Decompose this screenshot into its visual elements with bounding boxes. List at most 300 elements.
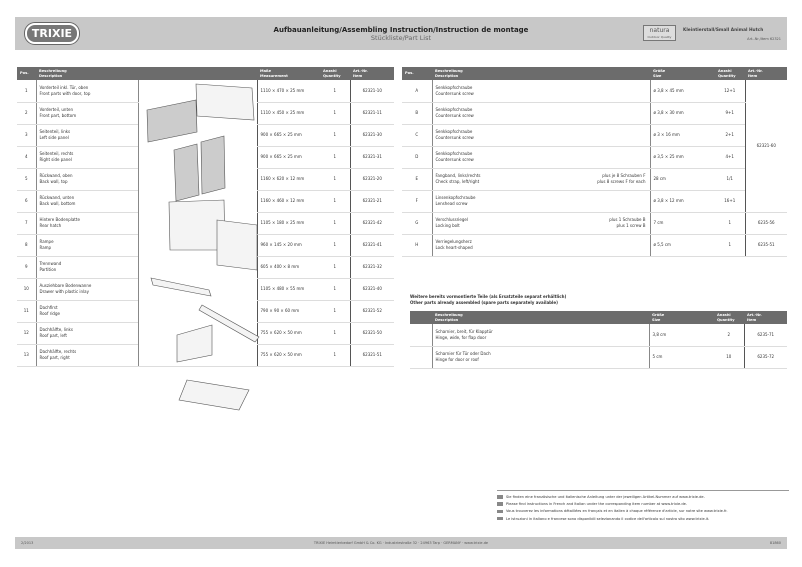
measurement-cell [257,278,320,300]
description-en: Countersunk screw [435,157,474,162]
left-parts-table [17,67,394,367]
description-cell [432,212,526,234]
quantity-cell [320,344,350,366]
size-cell [650,212,715,234]
pos-cell [402,102,432,124]
note-it [497,516,789,523]
item-cell-text: 62321-21 [362,198,382,203]
measurement-cell [257,102,320,124]
pos-cell [17,322,36,344]
item-cell [350,278,394,300]
size-cell [650,168,715,190]
assembled-heading-de: Weitere bereits vormontierte Teile (als Ersatzteile separat erhältlich) [410,294,567,299]
quantity-cell [320,234,350,256]
item-cell-text: 62321-42 [362,220,382,225]
pos-cell [17,234,36,256]
flag-gb-icon [497,502,503,506]
pos-cell [402,212,432,234]
footer-date: 2/2013 [21,541,34,545]
assembled-heading-en: Other parts already assembled (spare parts separately available) [410,300,558,305]
quantity-cell [320,168,350,190]
size-cell-text: 3,8 cm [652,331,667,337]
description-en: Check strap, left/right [435,179,480,184]
item-cell-text: 62321-51 [362,352,382,357]
quantity-cell-text: 1 [333,132,337,137]
pos-cell-text: F [415,198,418,203]
size-cell [650,234,715,256]
right-parts-table [402,67,787,257]
quantity-cell-text: 1/1 [726,176,733,181]
pos-cell-text: 9 [24,264,28,269]
quantity-cell-text: 16+1 [724,198,736,203]
item-cell-text: 62321-41 [362,242,382,247]
pos-cell [17,190,36,212]
pos-cell-text: 3 [24,132,28,137]
page-header [15,17,787,50]
pos-cell-text: 8 [24,242,28,247]
item-cell-text: 62321-11 [362,110,382,115]
quantity-cell-text: 1 [333,198,337,203]
size-cell-text: ø 3,5 × 25 mm [653,154,684,159]
brand-name: natura [649,27,670,34]
quantity-cell-text: 1 [333,264,337,269]
measurement-cell-text: 960 × 145 × 20 mm [260,242,302,247]
description-cell [36,256,138,278]
part-illustration-cell [526,168,650,190]
description-cell [432,168,526,190]
measurement-cell [257,256,320,278]
col-measurement: Maße Measurement [257,67,320,80]
note-de: plus 1 Schraube B [609,217,646,222]
pos-cell-text: 2 [24,110,28,115]
measurement-cell [257,190,320,212]
description-de: Ausziehbare Bodenwanne [39,283,92,288]
parts-illustration-svg [139,80,258,370]
quantity-cell [715,124,745,146]
description-cell [36,102,138,124]
item-cell-text: 62321-30 [362,132,382,137]
col-item: Art.-Nr. Item [745,67,787,80]
size-cell-text: ø 3,8 × 30 mm [653,110,684,115]
item-cell [744,346,787,368]
note-en: plus 8 screws F for each [597,179,646,184]
part-illustration-cell [526,102,650,124]
description-en: Front parts with door, top [39,90,91,96]
description-de: Verschlussriegel [435,217,468,222]
description-cell [36,322,138,344]
note-en: plus 1 screw B [616,223,646,228]
description-de: Fangband, links/rechts [435,173,481,178]
pos-cell [17,212,36,234]
page-title: Aufbauanleitung/Assembling Instruction/Instruction de montage [273,26,529,34]
measurement-cell-text: 1160 × 620 × 12 mm [260,176,305,181]
blank-cell [410,324,432,346]
description-de: Rampe [39,239,54,244]
measurement-cell-text: 900 × 665 × 25 mm [260,154,302,159]
description-de: Trennwand [39,261,62,266]
flag-de-icon [497,495,503,499]
quantity-cell-text: 1 [333,110,337,115]
pos-cell [17,256,36,278]
item-cell-text: 6235-56 [757,220,775,225]
pos-cell-text: 6 [24,198,28,203]
pos-cell-text: 12 [23,330,29,335]
quantity-cell [714,346,744,368]
measurement-cell-text: 900 × 665 × 25 mm [260,132,302,137]
note-de: plus je 8 Schrauben F [602,173,646,178]
item-cell [350,212,394,234]
quantity-cell-text: 9+1 [725,110,734,115]
table-row [402,146,787,168]
quantity-cell [320,300,350,322]
pos-cell [17,168,36,190]
size-cell-text: ø 3,8 × 12 mm [653,198,684,203]
group-item-cell [745,80,787,212]
pos-cell [402,80,432,102]
flag-it-icon [497,517,503,521]
col-size: Größe Size [650,67,715,80]
pos-cell-text: 13 [23,352,29,357]
pos-cell-text: A [415,87,419,93]
description-cell [432,80,526,102]
table-row [402,234,787,256]
description-en: Ramp [39,245,52,250]
col-blank [410,311,432,324]
quantity-cell-text: 10 [726,354,732,359]
item-cell [350,322,394,344]
pos-cell [17,278,36,300]
quantity-cell [715,190,745,212]
quantity-cell [715,168,745,190]
description-cell [432,124,526,146]
quantity-cell-text: 1 [728,242,732,247]
pos-cell [17,124,36,146]
quantity-cell [715,234,745,256]
description-de: Rückwand, oben [39,173,73,178]
table-row [402,124,787,146]
pos-cell-text: 11 [23,308,29,313]
item-cell-text: 62321-10 [362,87,382,93]
item-cell-text: 6235-51 [757,242,775,247]
quantity-cell [715,212,745,234]
quantity-cell-text: 1 [333,176,337,181]
natura-logo [643,25,676,41]
col-quantity: Anzahl Quantity [715,67,745,80]
pos-cell-text: C [415,132,419,137]
group-item-text: 62321-60 [756,142,776,148]
description-cell [432,146,526,168]
pos-cell-text: B [415,110,419,115]
description-cell [432,324,649,346]
quantity-cell-text: 4+1 [725,154,734,159]
col-description: Beschreibung Description [432,311,649,324]
col-quantity: Anzahl Quantity [714,311,744,324]
col-item: Art.-Nr. Item [744,311,787,324]
measurement-cell [257,300,320,322]
col-pos: Pos. [402,67,432,80]
description-en: Left side panel [39,135,69,140]
description-de: Dachfirst [39,305,58,310]
measurement-cell [257,124,320,146]
part-illustration-cell [526,124,650,146]
note-text: Please find instructions in French and Italian under the corresponding item number at www.trixie.de. [506,502,687,507]
pos-cell-text: D [415,154,419,159]
measurement-cell [257,344,320,366]
note-de [497,494,789,501]
item-cell [350,146,394,168]
page-footer [15,537,787,549]
description-de: Senkkopfschraube [435,84,473,90]
size-cell-text: ø 5,5 cm [653,242,671,247]
pos-cell [17,80,36,102]
pos-cell [402,168,432,190]
pos-cell [402,190,432,212]
description-en: Locking bolt [435,223,460,228]
assembled-parts-table [410,311,787,369]
quantity-cell [320,212,350,234]
measurement-cell [257,168,320,190]
quantity-cell [320,256,350,278]
description-de: Vorderteil, unten [39,107,74,112]
note-text: Sie finden eine französische und italienische Anleitung unter der jeweiligen Artikel-Nummer auf www.trixie.de. [506,495,705,499]
description-de: Linsenkopfschraube [435,195,476,200]
description-de: Hintere Bodenplatte [39,217,80,222]
pos-cell [17,344,36,366]
table-row [410,324,787,346]
item-cell-text: 62321-31 [362,154,382,159]
quantity-cell [715,102,745,124]
table-row [402,168,787,190]
parts-illustration [138,80,257,366]
quantity-cell-text: 1 [333,308,337,313]
col-quantity: Anzahl Quantity [320,67,350,80]
description-en: Roof part, right [39,355,70,360]
description-en: Back wall, bottom [39,201,76,206]
description-cell [36,300,138,322]
description-de: Senkkopfschraube [435,129,473,134]
quantity-cell [320,190,350,212]
item-cell [350,256,394,278]
part-illustration-cell [526,212,650,234]
size-cell-text: 7 cm [653,220,664,225]
quantity-cell [320,124,350,146]
item-cell-text: 62321-50 [362,330,382,335]
pos-cell [17,102,36,124]
quantity-cell [320,278,350,300]
measurement-cell-text: 1160 × 460 × 12 mm [260,198,305,203]
note-text: Vous trouverez les informations détaillées en français et en italien à chaque référence d'article, sur notre site www.trixie.fr. [506,509,728,514]
item-cell [350,102,394,124]
description-de: Seitenteil, rechts [39,151,74,156]
description-cell [36,190,138,212]
measurement-cell-text: 755 × 620 × 50 mm [260,330,302,335]
quantity-cell-text: 1 [333,352,337,357]
part-illustration-cell [526,190,650,212]
table-row [17,80,394,102]
pos-cell-text: E [415,176,419,181]
item-cell-text: 62321-40 [362,286,382,291]
measurement-cell [257,234,320,256]
description-cell [432,234,526,256]
page-subtitle: Stückliste/Part List [370,34,432,42]
description-en: Right side panel [39,157,72,162]
blank-cell [410,346,432,368]
description-en: Countersunk screw [435,135,474,140]
quantity-cell [320,146,350,168]
description-de: Rückwand, unten [39,195,75,200]
table-row [402,212,787,234]
pos-cell [402,124,432,146]
pos-cell-text: 4 [24,154,28,159]
description-en: Front part, bottom [39,113,77,118]
description-de: Vorderteil inkl. Tür, oben [39,84,89,90]
size-cell [649,324,714,346]
description-cell [432,102,526,124]
measurement-cell-text: 1110 × 450 × 25 mm [260,110,305,115]
description-de: Verriegelungsherz [435,239,472,244]
measurement-cell [257,212,320,234]
pos-cell-text: 1 [24,87,28,93]
description-en: Back wall, top [39,179,68,184]
measurement-cell-text: 1105 × 480 × 55 mm [260,286,305,291]
description-en: Countersunk screw [435,113,474,118]
size-cell [650,124,715,146]
table-row [402,102,787,124]
quantity-cell-text: 1 [333,286,337,291]
measurement-cell-text: 790 × 90 × 60 mm [260,308,300,313]
part-illustration-cell [526,146,650,168]
description-cell [36,80,138,102]
item-cell [350,234,394,256]
quantity-cell [320,322,350,344]
item-cell [745,234,787,256]
pos-cell-text: 5 [24,176,28,181]
trixie-logo: TRIXIE [25,23,79,44]
description-de: Senkkopfschraube [435,107,473,112]
description-en: Lenshead screw [435,201,468,206]
note-gb [497,501,789,508]
description-de: Seitenteil, links [39,129,71,134]
item-cell [745,212,787,234]
item-cell [350,124,394,146]
description-de: Dachhälfte, rechts [39,349,77,354]
pos-cell-text: 10 [23,286,29,291]
quantity-cell-text: 1 [333,330,337,335]
description-en: Hinge for door or roof [435,357,479,362]
item-cell [350,300,394,322]
item-cell [350,168,394,190]
part-illustration-cell [526,234,650,256]
brand-sub: Outdoor Quality [647,35,672,39]
quantity-cell-text: 1 [333,154,337,159]
size-cell [650,80,715,102]
description-en: Roof ridge [39,311,60,316]
language-notes [497,490,789,523]
pos-cell [17,300,36,322]
size-cell [650,146,715,168]
col-item: Art.-Nr. Item [350,67,394,80]
size-cell-text: ø 3 × 16 mm [653,132,680,137]
quantity-cell-text: 12+1 [724,87,736,93]
size-cell-text: ø 3,8 × 45 mm [653,87,684,93]
table-row [402,190,787,212]
description-cell [432,346,649,368]
quantity-cell-text: 1 [333,242,337,247]
description-de: Dachhälfte, links [39,327,73,332]
item-cell [744,324,787,346]
item-cell-text: 6235-72 [757,354,775,359]
note-fr [497,508,789,515]
measurement-cell [257,146,320,168]
pos-cell [17,146,36,168]
description-en: Countersunk screw [435,90,474,96]
item-cell-text: 62321-32 [362,264,382,269]
footer-address: TRIXIE Heimtierbedarf GmbH & Co. KG · Industriestraße 32 · 24963 Tarp · GERMANY · www.trixie.de [313,541,489,545]
footer-code: 81860 [769,541,781,545]
col-description: Beschreibung Description [36,67,257,80]
measurement-cell-text: 755 × 620 × 50 mm [260,352,302,357]
description-en: Drawer with plastic inlay [39,289,89,294]
flag-fr-icon [497,510,503,514]
description-cell [36,146,138,168]
description-cell [36,234,138,256]
table-row [402,80,787,102]
description-en: Lock heart-shaped [435,245,473,250]
description-cell [36,278,138,300]
measurement-cell-text: 1105 × 180 × 25 mm [260,220,305,225]
item-cell-text: 62321-20 [362,176,382,181]
pos-cell-text: G [415,220,419,225]
quantity-cell-text: 1 [728,220,732,225]
col-pos: Pos. [17,67,36,80]
description-cell [36,344,138,366]
note-text: Le istruzioni in italiano e francese sono disponibili selezionando il codice dell'articolo sul nostro sito www.trixie.it. [506,516,710,521]
product-name: Kleintierstall/Small Animal Hutch [683,28,764,33]
quantity-cell [715,80,745,102]
article-number: Art.-Nr./Item 62321 [747,37,781,41]
description-en: Roof part, left [39,333,67,338]
description-cell [36,124,138,146]
item-cell [350,80,394,102]
measurement-cell [257,322,320,344]
size-cell-text: 5 cm [652,354,663,359]
measurement-cell [257,80,320,102]
quantity-cell [715,146,745,168]
pos-cell [402,234,432,256]
item-cell-text: 62321-52 [362,308,382,313]
quantity-cell-text: 1 [333,220,337,225]
item-cell-text: 6235-71 [757,331,775,337]
description-de: Scharnier für Tür oder Dach [435,351,491,356]
col-description: Beschreibung Description [432,67,650,80]
quantity-cell-text: 2+1 [725,132,734,137]
description-en: Rear hatch [39,223,62,228]
description-en: Hinge, wide, for flap door [435,334,487,340]
description-de: Scharnier, breit, für Klapptür [435,328,493,334]
size-cell [650,102,715,124]
measurement-cell-text: 1110 × 470 × 25 mm [260,87,305,93]
item-cell [350,344,394,366]
quantity-cell-text: 2 [727,331,731,337]
description-cell [36,168,138,190]
part-illustration-cell [526,80,650,102]
measurement-cell-text: 605 × 400 × 8 mm [260,264,300,269]
quantity-cell [714,324,744,346]
col-size: Größe Size [649,311,714,324]
table-row [410,346,787,368]
description-cell [36,212,138,234]
pos-cell-text: 7 [24,220,28,225]
